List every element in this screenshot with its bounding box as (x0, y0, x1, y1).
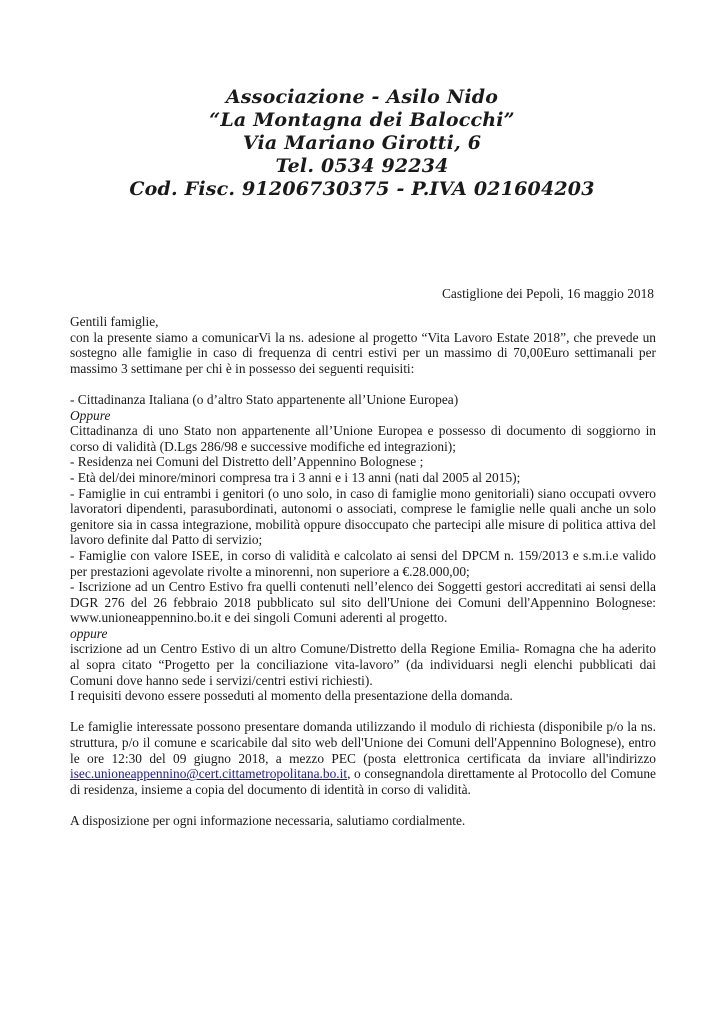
intro-paragraph: con la presente siamo a comunicarVi la ns. adesione al progetto “Vita Lavoro Estate 2018”, che prevede un sostegno alle famiglie in caso di frequenza di centri estivi per un massimo di 70,00Euro settimanali per massimo 3 settimane per chi è in possesso dei seguenti requisiti: (70, 329, 656, 376)
greeting: Gentili famiglie, (70, 314, 159, 329)
requirement-isee: - Famiglie con valore ISEE, in corso di validità e calcolato ai sensi del DPCM n. 159/2013 e s.m.i.e valido per prestazioni agevolate rivolte a minorenni, non superiore a €.28.000,00; (70, 547, 656, 579)
requirement-age: - Età del/dei minore/minori compresa tra i 3 anni e i 13 anni (nati dal 2005 al 2015); (70, 469, 521, 485)
application-paragraph (70, 719, 656, 797)
requirement-citizenship-eu: - Cittadinanza Italiana (o d’altro Stato appartenente all’Unione Europea) (70, 391, 459, 407)
phone: Tel. 0534 92234 (275, 155, 449, 177)
oppure-label: Oppure (70, 407, 111, 423)
requirement-citizenship-non-eu: Cittadinanza di uno Stato non appartenente all’Unione Europea e possesso di documento di soggiorno in corso di validità (D.Lgs 286/98 e successive modifiche ed integrazioni); (70, 423, 656, 454)
pec-email-link[interactable]: isec.unioneappennino@cert.cittametropolitana.bo.it (70, 766, 348, 782)
requirements-note: I requisiti devono essere posseduti al momento della presentazione della domanda. (70, 688, 513, 704)
requirement-residence: - Residenza nei Comuni del Distretto dell’Appennino Bolognese ; (70, 454, 424, 470)
closing-line: A disposizione per ogni informazione necessaria, salutiamo cordialmente. (70, 813, 466, 828)
address: Via Mariano Girotti, 6 (242, 132, 482, 154)
place-date: Castiglione dei Pepoli, 16 maggio 2018 (441, 286, 654, 301)
letterhead (0, 86, 724, 201)
spacer (70, 797, 656, 813)
requirement-parents: - Famiglie in cui entrambi i genitori (o uno solo, in caso di famiglie mono genitoriali) siano occupati ovvero lavoratori dipendenti, parasubordinati, autonomi o associati, comprese le famiglie nelle quali anche un solo genitore sia in cassa integrazione, mobilità oppure disoccupato che partecipi alle misure di politica attiva del lavoro definite dal Patto di servizio; (70, 485, 656, 548)
application-text-before: Le famiglie interessate possono presentare domanda utilizzando il modulo di richiesta (disponibile p/o la ns. struttura, p/o il comune e scaricabile dal sito web dell'Unione dei Comuni dell'Appennino Bolognese), entro le ore 12:30 del 09 giugno 2018, a mezzo PEC (posta elettronica certificata da inviare all'indirizzo (70, 719, 656, 766)
application-text-after: , o consegnandola direttamente al Protocollo del Comune di residenza, insieme a copia del documento di identità in corso di validità. (70, 766, 656, 797)
letter-body (70, 314, 656, 829)
tax-codes: Cod. Fisc. 91206730375 - P.IVA 021604203 (129, 178, 595, 200)
spacer (70, 376, 656, 392)
nursery-name: “La Montagna dei Balocchi” (209, 109, 515, 131)
spacer (70, 704, 656, 720)
requirement-enrollment: - Iscrizione ad un Centro Estivo fra quelli contenuti nell’elenco dei Soggetti gestori accreditati ai sensi della DGR 276 del 26 febbraio 2018 pubblicato sul sito dell'Unione dei Comuni dell'Appennino Bolognese: www.unioneappennino.bo.it e dei singoli Comuni aderenti al progetto. (70, 579, 656, 626)
association-name: Associazione - Asilo Nido (225, 86, 499, 108)
requirement-other-district: iscrizione ad un Centro Estivo di un altro Comune/Distretto della Regione Emilia- Romagna che ha aderito al sopra citato “Progetto per la conciliazione vita-lavoro” (da individuarsi negli elenchi pubblicati dai Comuni dove hanno sede i servizi/centri estivi richiesti). (70, 641, 656, 688)
oppure-label: oppure (70, 625, 108, 641)
